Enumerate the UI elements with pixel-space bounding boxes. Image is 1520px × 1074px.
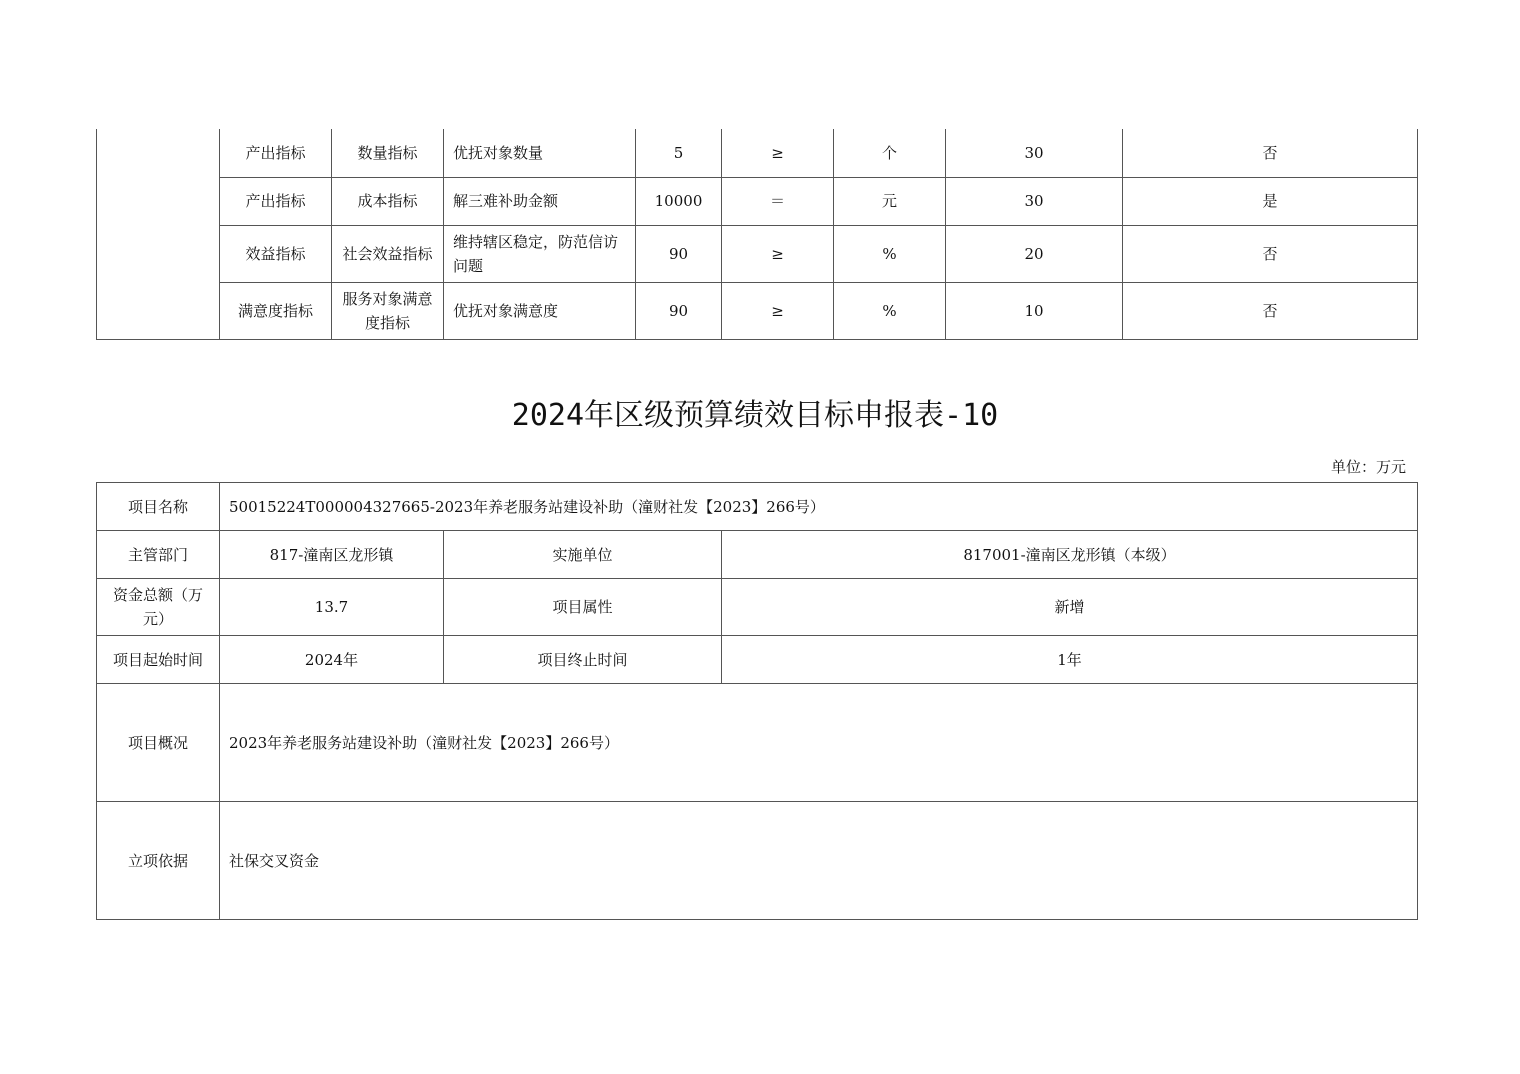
level3-cell: 优抚对象满意度 <box>444 282 636 339</box>
basis-value: 社保交叉资金 <box>220 802 1418 920</box>
level3-cell: 维持辖区稳定，防范信访问题 <box>444 225 636 282</box>
level2-cell: 成本指标 <box>332 177 444 225</box>
core-cell: 否 <box>1123 282 1418 339</box>
weight-cell: 30 <box>946 129 1123 177</box>
document-title: 2024年区级预算绩效目标申报表-10 <box>511 398 999 433</box>
fund-label: 资金总额（万元） <box>97 579 220 636</box>
table-row <box>97 225 1418 282</box>
table-row <box>97 636 1418 684</box>
core-cell: 是 <box>1123 177 1418 225</box>
unit-cell: % <box>834 282 946 339</box>
weight-cell: 10 <box>946 282 1123 339</box>
fund-value: 13.7 <box>220 579 444 636</box>
level1-cell: 产出指标 <box>220 129 332 177</box>
unit-cell: 元 <box>834 177 946 225</box>
unit-cell: % <box>834 225 946 282</box>
end-value: 1年 <box>722 636 1418 684</box>
table-row <box>97 531 1418 579</box>
level1-cell: 产出指标 <box>220 177 332 225</box>
operator-cell: ≥ <box>722 129 834 177</box>
impl-label: 实施单位 <box>444 531 722 579</box>
operator-cell: ＝ <box>722 177 834 225</box>
level2-cell: 服务对象满意度指标 <box>332 282 444 339</box>
operator-cell: ≥ <box>722 225 834 282</box>
table-row <box>97 684 1418 802</box>
table-row <box>97 129 1418 177</box>
project-info-table <box>96 482 1418 920</box>
table-row <box>97 802 1418 920</box>
unit-label: 单位：万元 <box>1330 458 1406 476</box>
impl-value: 817001-潼南区龙形镇（本级） <box>722 531 1418 579</box>
level3-cell: 解三难补助金额 <box>444 177 636 225</box>
value-cell: 10000 <box>636 177 722 225</box>
dept-value: 817-潼南区龙形镇 <box>220 531 444 579</box>
project-name-value: 50015224T000004327665-2023年养老服务站建设补助（潼财社发【2023】266号） <box>220 483 1418 531</box>
project-name-label: 项目名称 <box>97 483 220 531</box>
overview-value: 2023年养老服务站建设补助（潼财社发【2023】266号） <box>220 684 1418 802</box>
value-cell: 90 <box>636 225 722 282</box>
attr-label: 项目属性 <box>444 579 722 636</box>
value-cell: 90 <box>636 282 722 339</box>
level2-cell: 社会效益指标 <box>332 225 444 282</box>
level2-cell: 数量指标 <box>332 129 444 177</box>
table-row <box>97 579 1418 636</box>
core-cell: 否 <box>1123 225 1418 282</box>
dept-label: 主管部门 <box>97 531 220 579</box>
table-row <box>97 282 1418 339</box>
level3-cell: 优抚对象数量 <box>444 129 636 177</box>
attr-value: 新增 <box>722 579 1418 636</box>
merged-category-cell <box>97 129 220 339</box>
value-cell: 5 <box>636 129 722 177</box>
basis-label: 立项依据 <box>97 802 220 920</box>
start-label: 项目起始时间 <box>97 636 220 684</box>
weight-cell: 30 <box>946 177 1123 225</box>
start-value: 2024年 <box>220 636 444 684</box>
level1-cell: 效益指标 <box>220 225 332 282</box>
unit-cell: 个 <box>834 129 946 177</box>
core-cell: 否 <box>1123 129 1418 177</box>
overview-label: 项目概况 <box>97 684 220 802</box>
operator-cell: ≥ <box>722 282 834 339</box>
table-row <box>97 483 1418 531</box>
end-label: 项目终止时间 <box>444 636 722 684</box>
indicator-table <box>96 129 1418 340</box>
weight-cell: 20 <box>946 225 1123 282</box>
table-row <box>97 177 1418 225</box>
level1-cell: 满意度指标 <box>220 282 332 339</box>
